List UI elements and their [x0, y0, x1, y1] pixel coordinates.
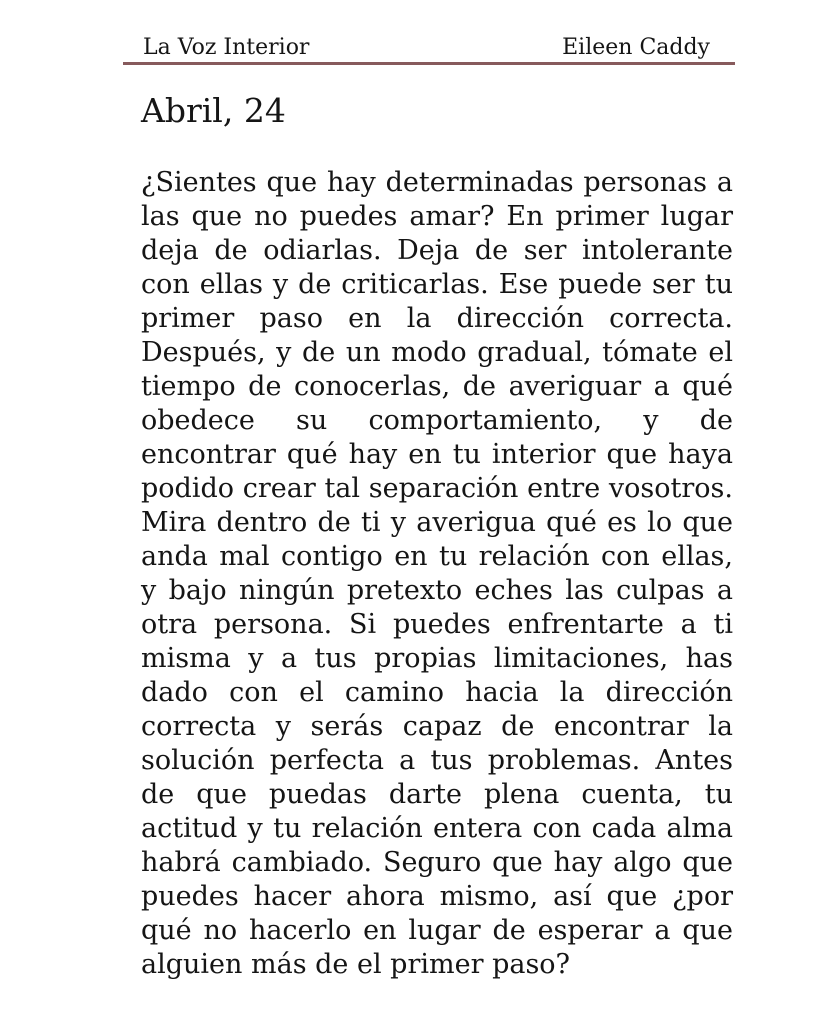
running-header-author: Eileen Caddy	[562, 35, 710, 60]
date-heading: Abril, 24	[141, 91, 286, 130]
running-header	[143, 36, 710, 60]
header-rule	[123, 62, 735, 65]
body-paragraph: ¿Sientes que hay determinadas personas a las que no puedes amar? En primer lugar deja de odiarlas. Deja de ser intolerante con ellas y de criticarlas. Ese puede ser tu primer paso en la dirección correcta. Después, y de un modo gradual, tómate el tiempo de conocerlas, de averiguar a qué obedece su comportamiento, y de encontrar qué hay en tu interior que haya podido crear tal separación entre vosotros. Mira dentro de ti y averigua qué es lo que anda mal contigo en tu relación con ellas, y bajo ningún pretexto eches las culpas a otra persona. Si puedes enfrentarte a ti misma y a tus propias limitaciones, has dado con el camino hacia la dirección correcta y serás capaz de encontrar la solución perfecta a tus problemas. Antes de que puedas darte plena cuenta, tu actitud y tu relación entera con cada alma habrá cambiado. Seguro que hay algo que puedes hacer ahora mismo, así que ¿por qué no hacerlo en lugar de esperar a que alguien más de el primer paso?	[141, 167, 733, 980]
running-header-book-title: La Voz Interior	[143, 35, 310, 60]
